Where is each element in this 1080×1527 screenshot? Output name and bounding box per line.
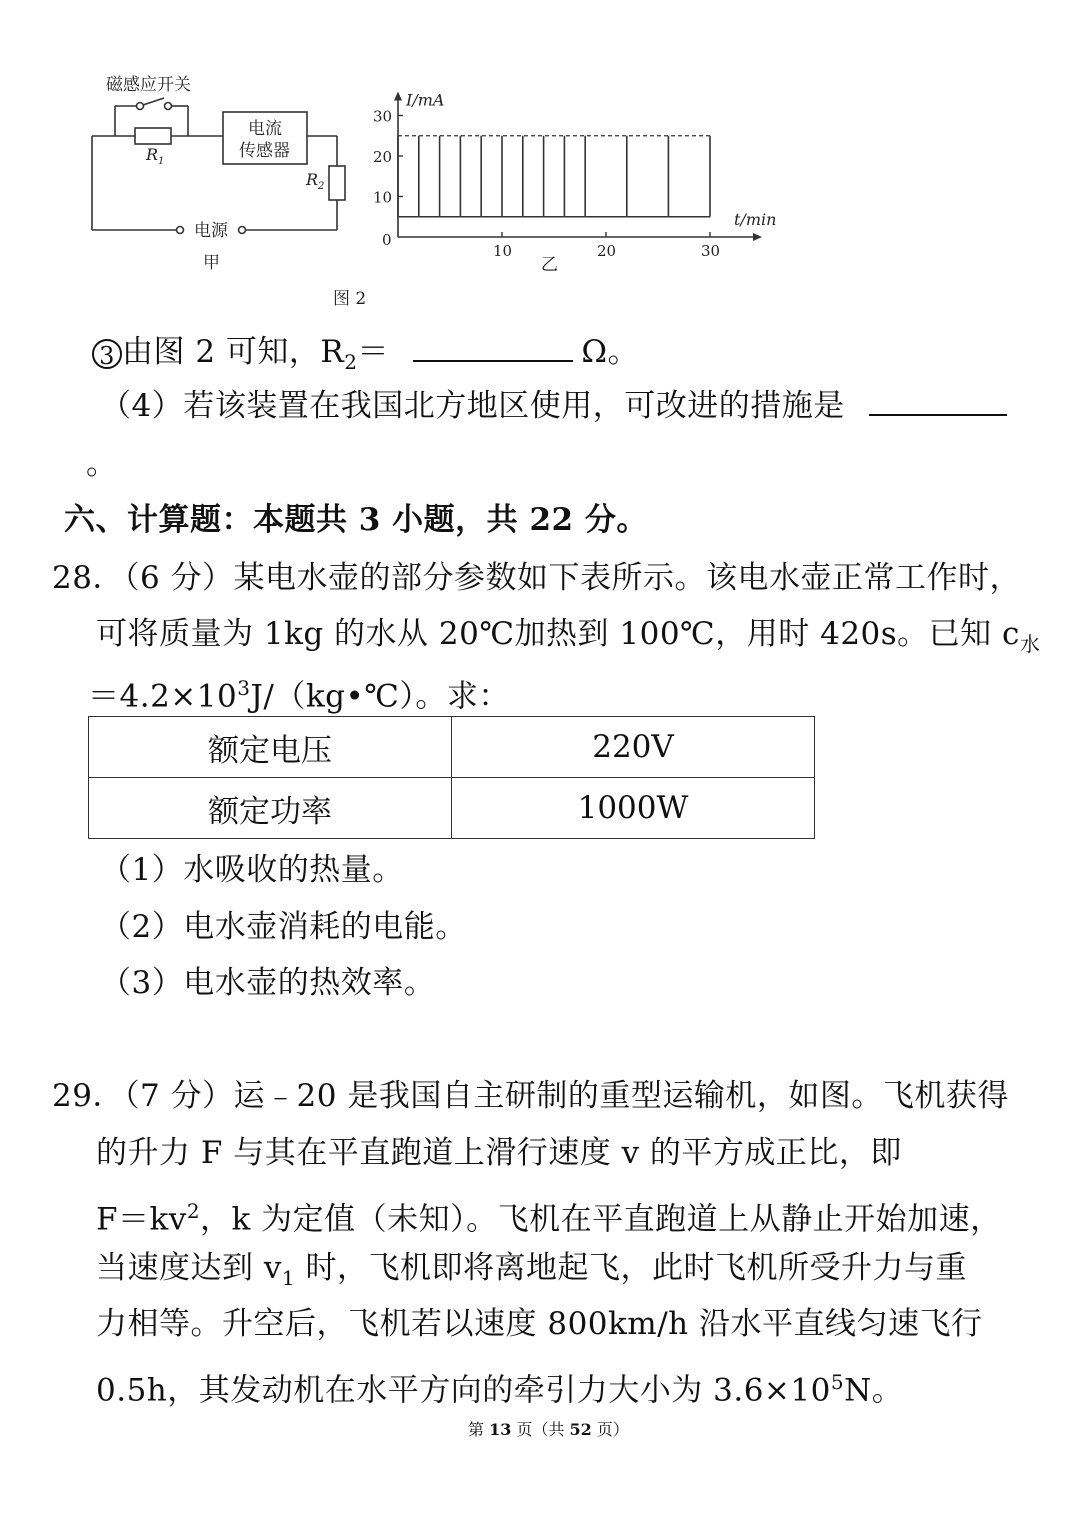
table-cell: 额定电压 bbox=[89, 717, 452, 778]
q3-text: 由图 2 可知，R bbox=[122, 334, 345, 370]
y-axis-label: I/mA bbox=[406, 90, 445, 110]
figure-caption: 图 2 bbox=[333, 289, 367, 309]
circuit-diagram bbox=[92, 75, 345, 234]
q29-line2: 的升力 F 与其在平直跑道上滑行速度 v 的平方成正比，即 bbox=[96, 1135, 902, 1171]
y-axis-arrow bbox=[394, 92, 402, 101]
q29-line1: 29．（7 分）运﹣20 是我国自主研制的重型运输机，如图。飞机获得 bbox=[52, 1078, 1009, 1114]
sensor-label-line2: 传感器 bbox=[239, 141, 290, 161]
q3-sub: 2 bbox=[344, 350, 358, 375]
q29-line4: 当速度达到 $v_1$ 时，飞机即将离地起飞，此时飞机所受升力与重 bbox=[96, 1250, 967, 1291]
section-title: 六、计算题：本题共 3 小题，共 22 分。 bbox=[64, 502, 648, 538]
table-row bbox=[89, 778, 815, 839]
table-cell: 220V bbox=[452, 717, 815, 778]
power-label: 电源 bbox=[194, 221, 228, 241]
r2-label: $R_2$ bbox=[306, 170, 325, 192]
x-tick-label: 20 bbox=[597, 242, 617, 260]
power-terminal-left bbox=[177, 227, 184, 234]
q3-line bbox=[92, 332, 639, 382]
r1-resistor bbox=[135, 128, 171, 144]
q28-sub3: （3）电水壶的热效率。 bbox=[100, 965, 436, 1001]
q4-line bbox=[100, 386, 1007, 426]
kettle-params-table bbox=[88, 716, 815, 839]
q4-answer-blank[interactable] bbox=[869, 386, 1007, 416]
q28-sub2: （2）电水壶消耗的电能。 bbox=[100, 909, 467, 945]
x-tick-label: 10 bbox=[493, 242, 513, 260]
page-total: 52 bbox=[569, 1420, 592, 1439]
q29-line3: $F=kv^2$，k 为定值（未知）。飞机在平直跑道上从静止开始加速， bbox=[96, 1199, 1002, 1238]
y-tick-label: 10 bbox=[373, 188, 393, 207]
table-cell: 1000W bbox=[452, 778, 815, 839]
page-number: 13 bbox=[489, 1420, 512, 1439]
q3-eq: ＝ bbox=[357, 334, 390, 370]
table-row bbox=[89, 717, 815, 778]
q29-line6: 0.5h，其发动机在水平方向的牵引力大小为 $3.6\times 10^5N$。 bbox=[96, 1370, 904, 1409]
q28-line1: 28．（6 分）某电水壶的部分参数如下表所示。该电水壶正常工作时， bbox=[52, 560, 1022, 596]
table-cell: 额定功率 bbox=[89, 778, 452, 839]
origin-label: 0 bbox=[382, 231, 392, 249]
page-footer: 第 13 页（共 52 页） bbox=[468, 1420, 629, 1439]
q4-text: （4）若该装置在我国北方地区使用，可改进的措施是 bbox=[100, 388, 845, 424]
q3-answer-blank[interactable] bbox=[413, 332, 573, 362]
sensor-label-line1: 电流 bbox=[248, 119, 282, 139]
q4-end: 。 bbox=[86, 446, 118, 482]
y-tick-label: 30 bbox=[373, 107, 393, 126]
figure-2 bbox=[0, 0, 1080, 320]
x-axis-arrow bbox=[753, 233, 762, 241]
current-time-chart bbox=[373, 91, 776, 261]
q28-line2: 可将质量为 1kg 的水从 20℃加热到 100℃，用时 420s。已知 $c_水$ bbox=[96, 616, 1041, 657]
q3-unit: Ω。 bbox=[581, 334, 640, 370]
switch-label: 磁感应开关 bbox=[106, 75, 191, 95]
caption-left: 甲 bbox=[203, 253, 220, 273]
x-axis-label: t/min bbox=[734, 210, 777, 229]
q29-line5: 力相等。升空后，飞机若以速度 800km/h 沿水平直线匀速飞行 bbox=[96, 1306, 983, 1342]
q28-line3: $=4.2\times 10^3J/(kg•℃)$。求： bbox=[88, 676, 510, 715]
circled-number: 3 bbox=[92, 339, 122, 369]
r2-resistor bbox=[329, 166, 345, 200]
q28-sub1: （1）水吸收的热量。 bbox=[100, 852, 404, 888]
power-terminal-right bbox=[239, 227, 246, 234]
y-tick-label: 20 bbox=[373, 148, 393, 166]
r1-label: $R_1$ bbox=[146, 145, 165, 167]
caption-right: 乙 bbox=[541, 255, 558, 275]
x-tick-label: 30 bbox=[701, 242, 721, 260]
